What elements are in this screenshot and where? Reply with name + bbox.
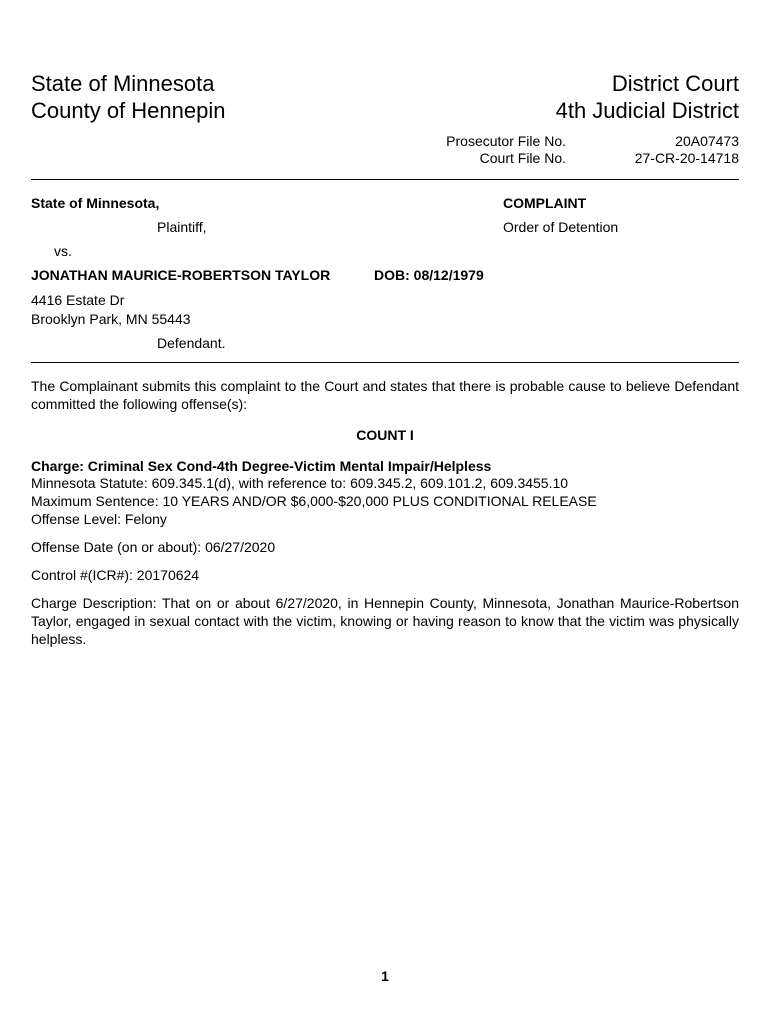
district-heading: 4th Judicial District — [555, 98, 739, 123]
court-file-label: Court File No. — [479, 150, 566, 166]
versus-label: vs. — [54, 243, 72, 259]
statute-line: Minnesota Statute: 609.345.1(d), with reference to: 609.345.2, 609.101.2, 609.3455.10 — [31, 475, 569, 491]
document-type: COMPLAINT — [503, 195, 587, 211]
defendant-role: Defendant. — [157, 335, 226, 351]
count-heading: COUNT I — [356, 427, 414, 443]
defendant-dob: DOB: 08/12/1979 — [374, 267, 484, 283]
plaintiff-name: State of Minnesota, — [31, 195, 160, 211]
defendant-address-line1: 4416 Estate Dr — [31, 292, 125, 308]
prosecutor-file-label: Prosecutor File No. — [446, 133, 566, 149]
charge-title: Charge: Criminal Sex Cond-4th Degree-Victim Mental Impair/Helpless — [31, 458, 492, 474]
control-number-line: Control #(ICR#): 20170624 — [31, 567, 200, 583]
defendant-address-line2: Brooklyn Park, MN 55443 — [31, 311, 191, 327]
court-file-number: 27-CR-20-14718 — [634, 150, 739, 166]
order-type: Order of Detention — [503, 219, 619, 235]
max-sentence-line: Maximum Sentence: 10 YEARS AND/OR $6,000-$20,000 PLUS CONDITIONAL RELEASE — [31, 493, 597, 509]
page-number: 1 — [381, 968, 389, 984]
offense-level-line: Offense Level: Felony — [31, 511, 167, 527]
header-divider — [31, 179, 739, 180]
offense-date-line: Offense Date (on or about): 06/27/2020 — [31, 539, 276, 555]
intro-paragraph: The Complainant submits this complaint to the Court and states that there is probable cause to believe Defendant committed the following offense(s): — [31, 378, 739, 412]
court-heading: District Court — [611, 71, 739, 96]
county-heading: County of Hennepin — [31, 98, 226, 123]
prosecutor-file-number: 20A07473 — [675, 133, 739, 149]
state-heading: State of Minnesota — [31, 71, 215, 96]
plaintiff-role: Plaintiff, — [157, 219, 207, 235]
defendant-name: JONATHAN MAURICE-ROBERTSON TAYLOR — [31, 267, 331, 283]
caption-divider — [31, 362, 739, 363]
charge-description: Charge Description: That on or about 6/27/2020, in Hennepin County, Minnesota, Jonathan Maurice-Robertson Taylor, engaged in sexual contact with the victim, knowing or having reason to know that the victim was physically helpless. — [31, 595, 739, 647]
